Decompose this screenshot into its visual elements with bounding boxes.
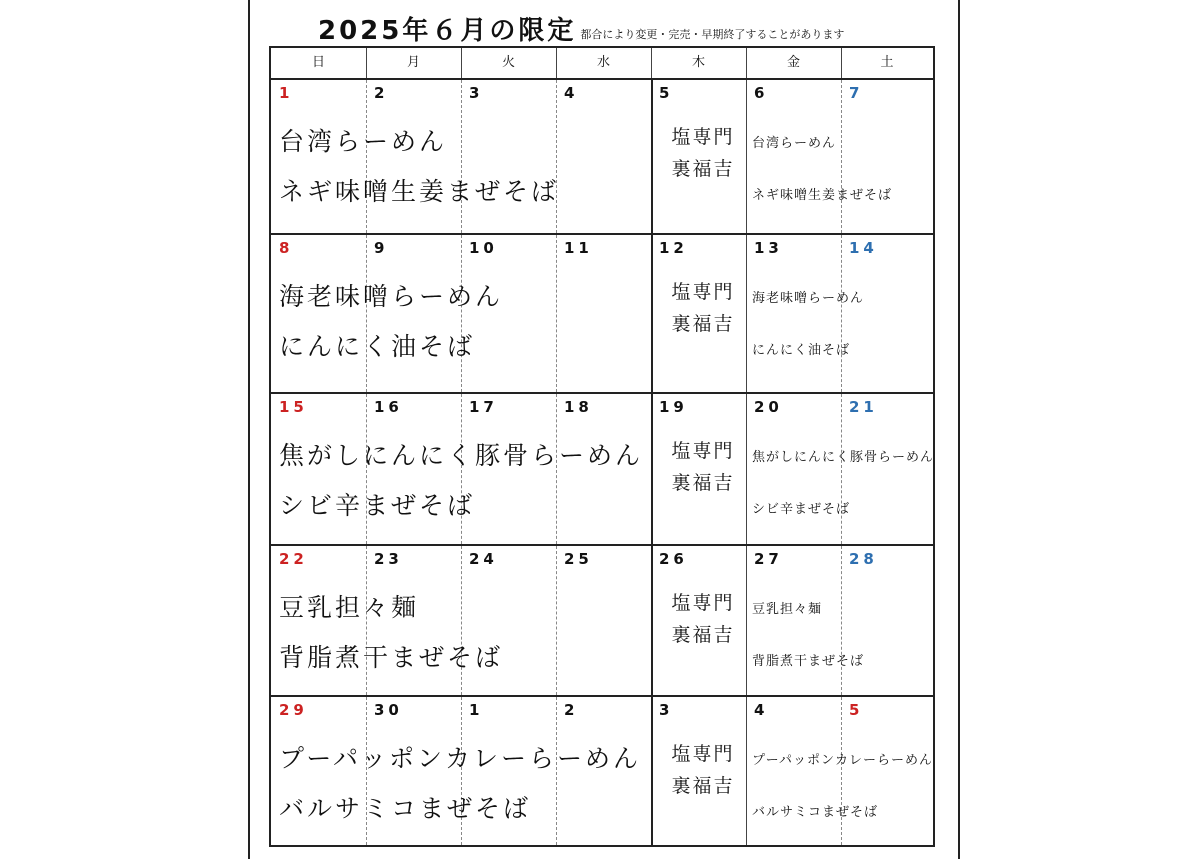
day-number-mon: 16: [374, 398, 403, 416]
shop-name-line1: 塩専門: [671, 440, 735, 462]
day-number-sat: 14: [849, 239, 878, 257]
header-divider: [746, 48, 747, 78]
day-number-tue: 17: [469, 398, 498, 416]
day-number-tue: 1: [469, 701, 484, 719]
day-number-sun: 15: [279, 398, 308, 416]
limited-mazesoba-item: バルサミコまぜそば: [279, 794, 532, 823]
calendar-table: [269, 46, 935, 847]
shop-name-line2: 裏福吉: [671, 472, 735, 494]
shop-name-line2: 裏福吉: [671, 158, 735, 180]
day-divider-solid: [651, 394, 653, 544]
weekday-header-sun: 日: [311, 55, 325, 70]
sheet-right-border: [958, 0, 960, 859]
header-divider: [366, 48, 367, 78]
day-divider-solid: [651, 235, 653, 392]
day-number-tue: 10: [469, 239, 498, 257]
week-row: [271, 546, 933, 697]
day-number-thu: 19: [659, 398, 688, 416]
limited-ramen-item: 焦がしにんにく豚骨らーめん: [279, 441, 644, 470]
header-divider: [651, 48, 652, 78]
day-number-sun: 22: [279, 550, 308, 568]
shop-name-line1: 塩専門: [671, 126, 735, 148]
shop-ramen-item: 海老味噌らーめん: [752, 291, 865, 306]
day-number-sun: 8: [279, 239, 294, 257]
day-divider-solid: [651, 80, 653, 233]
day-divider-dashed: [366, 235, 367, 392]
shop-mazesoba-item: バルサミコまぜそば: [752, 805, 879, 820]
limited-ramen-item: プーパッポンカレーらーめん: [279, 744, 642, 773]
weekday-header-mon: 月: [406, 55, 420, 70]
day-number-wed: 11: [564, 239, 593, 257]
week-row: [271, 80, 933, 235]
day-divider-dashed: [556, 235, 557, 392]
shop-name-line2: 裏福吉: [671, 624, 735, 646]
shop-ramen-item: 台湾らーめん: [752, 136, 837, 151]
shop-ramen-item: 焦がしにんにく豚骨らーめん: [752, 450, 935, 465]
shop-mazesoba-item: シビ辛まぜそば: [752, 502, 851, 517]
day-number-fri: 13: [754, 239, 783, 257]
shop-mazesoba-item: ネギ味噌生姜まぜそば: [752, 188, 893, 203]
day-divider-dashed: [841, 546, 842, 695]
limited-ramen-item: 海老味噌らーめん: [279, 282, 504, 311]
shop-mazesoba-item: 背脂煮干まぜそば: [752, 654, 865, 669]
disclaimer-note: 都合により変更・完売・早期終了することがあります: [580, 28, 845, 41]
shop-name-line1: 塩専門: [671, 743, 735, 765]
day-divider-dashed: [841, 697, 842, 845]
weekday-header-thu: 木: [691, 55, 705, 70]
shop-name-line1: 塩専門: [671, 281, 735, 303]
day-number-thu: 12: [659, 239, 688, 257]
week-row: [271, 235, 933, 394]
day-number-sat: 5: [849, 701, 864, 719]
day-number-wed: 4: [564, 84, 579, 102]
sheet-left-border: [248, 0, 250, 859]
weekday-header-tue: 火: [501, 55, 515, 70]
day-number-fri: 27: [754, 550, 783, 568]
day-number-tue: 3: [469, 84, 484, 102]
weekday-header-wed: 水: [596, 55, 610, 70]
day-divider-dashed: [841, 80, 842, 233]
week-row: [271, 697, 933, 845]
header-divider: [556, 48, 557, 78]
limited-ramen-item: 豆乳担々麺: [279, 593, 420, 622]
weekday-header-fri: 金: [786, 55, 800, 70]
limited-mazesoba-item: シビ辛まぜそば: [279, 491, 476, 520]
weekday-header-row: [271, 48, 933, 80]
shop-name-line1: 塩専門: [671, 592, 735, 614]
shop-ramen-item: プーパッポンカレーらーめん: [752, 753, 933, 768]
day-number-fri: 20: [754, 398, 783, 416]
day-divider-dashed: [461, 235, 462, 392]
day-divider-dashed: [556, 80, 557, 233]
day-number-sat: 7: [849, 84, 864, 102]
day-divider-dashed: [556, 546, 557, 695]
day-number-thu: 26: [659, 550, 688, 568]
shop-ramen-item: 豆乳担々麺: [752, 602, 823, 617]
limited-mazesoba-item: ネギ味噌生姜まぜそば: [279, 177, 560, 206]
header-divider: [461, 48, 462, 78]
header-divider: [841, 48, 842, 78]
day-divider-dashed: [841, 394, 842, 544]
day-number-fri: 6: [754, 84, 769, 102]
shop-mazesoba-item: にんにく油そば: [752, 343, 851, 358]
day-number-mon: 30: [374, 701, 403, 719]
weekday-header-sat: 土: [880, 55, 894, 70]
page-title: 2025年６月の限定: [318, 16, 577, 46]
day-number-mon: 23: [374, 550, 403, 568]
day-number-wed: 18: [564, 398, 593, 416]
day-divider-solid: [651, 697, 653, 845]
shop-name-line2: 裏福吉: [671, 775, 735, 797]
day-number-sat: 28: [849, 550, 878, 568]
day-number-fri: 4: [754, 701, 769, 719]
day-number-wed: 25: [564, 550, 593, 568]
limited-ramen-item: 台湾らーめん: [279, 127, 448, 156]
day-number-sat: 21: [849, 398, 878, 416]
day-divider-dashed: [461, 80, 462, 233]
day-number-sun: 1: [279, 84, 294, 102]
week-row: [271, 394, 933, 546]
limited-mazesoba-item: にんにく油そば: [279, 332, 476, 361]
shop-name-line2: 裏福吉: [671, 313, 735, 335]
day-number-thu: 3: [659, 701, 674, 719]
day-number-tue: 24: [469, 550, 498, 568]
title-row: [270, 10, 935, 46]
day-number-sun: 29: [279, 701, 308, 719]
day-number-thu: 5: [659, 84, 674, 102]
limited-mazesoba-item: 背脂煮干まぜそば: [279, 643, 504, 672]
day-number-mon: 2: [374, 84, 389, 102]
day-number-mon: 9: [374, 239, 389, 257]
day-number-wed: 2: [564, 701, 579, 719]
day-divider-dashed: [841, 235, 842, 392]
day-divider-solid: [651, 546, 653, 695]
